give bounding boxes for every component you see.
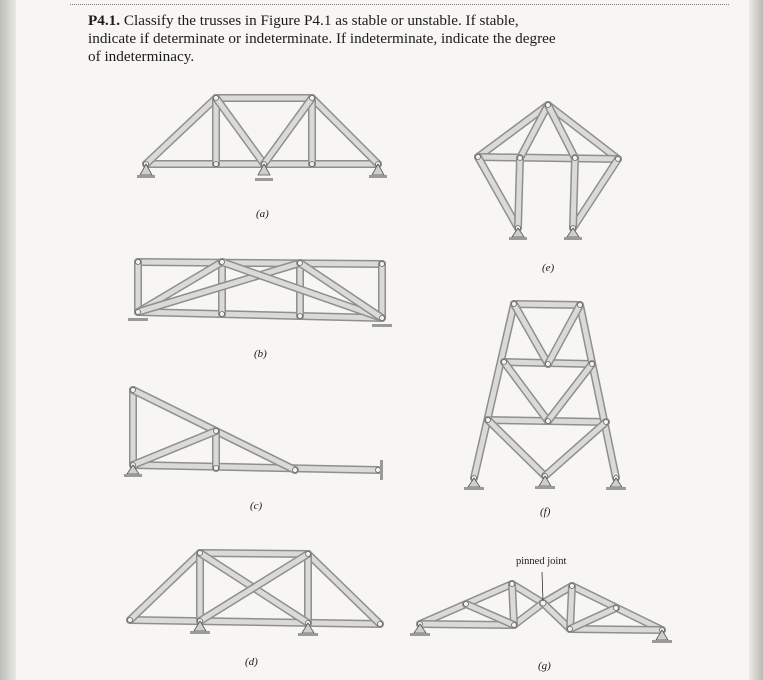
- truss-b: [128, 260, 392, 328]
- truss-e: [476, 103, 621, 241]
- truss-g: [410, 572, 672, 643]
- label-a: (a): [256, 208, 269, 220]
- problem-number: P4.1.: [88, 12, 121, 29]
- pinned-joint-leader: [542, 572, 543, 601]
- truss-f: [464, 302, 626, 491]
- label-d: (d): [245, 656, 258, 668]
- label-e: (e): [542, 262, 555, 274]
- problem-text: Classify the trusses in Figure P4.1 as stable or unstable. If stable, indicate if determinate or indeterminate. If indeterminate, indicate the degree of indeterminacy.: [88, 12, 556, 65]
- label-b: (b): [254, 348, 267, 360]
- truss-a: [137, 96, 387, 182]
- truss-c: [124, 388, 383, 481]
- pinned-joint-label: pinned joint: [516, 556, 567, 567]
- label-f: (f): [540, 506, 551, 518]
- label-g: (g): [538, 660, 551, 672]
- label-c: (c): [250, 500, 263, 512]
- truss-d: [128, 551, 383, 637]
